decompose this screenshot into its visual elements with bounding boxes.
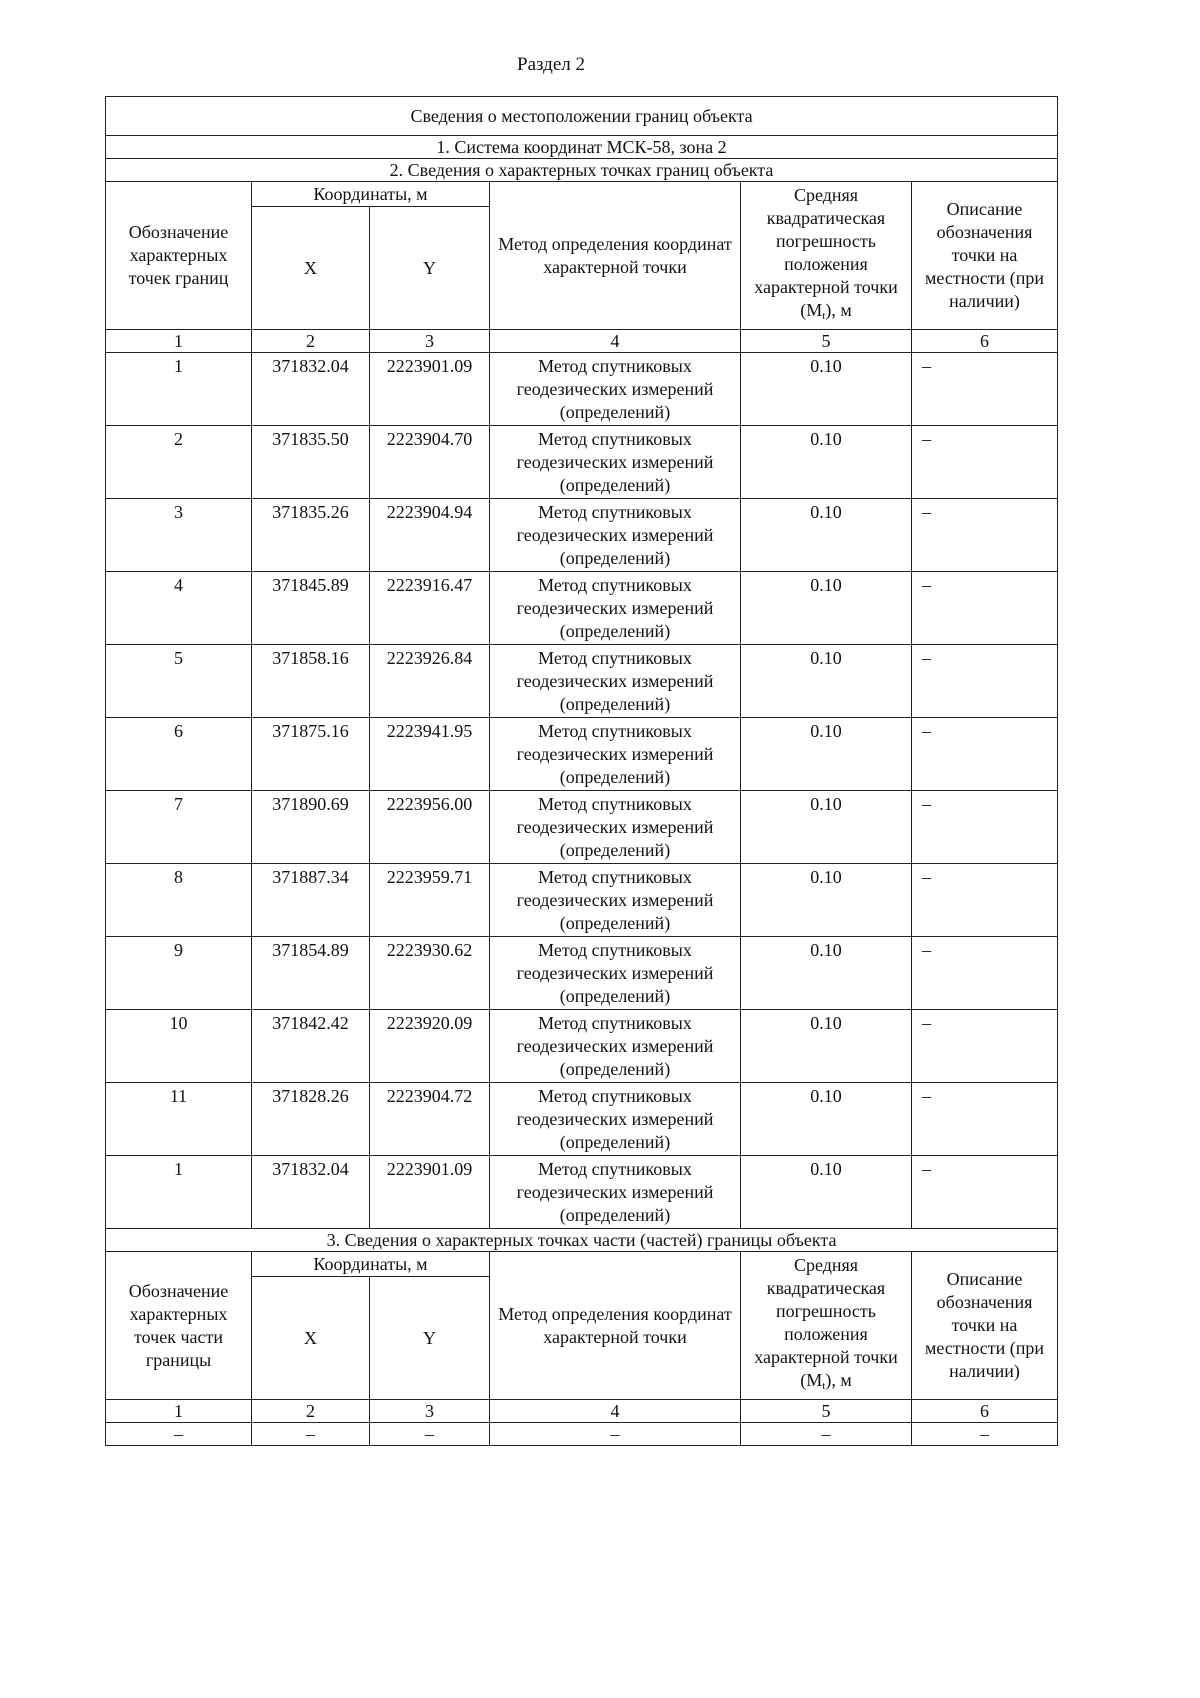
x-coordinate-cell: 371858.16 <box>252 645 370 718</box>
error-cell: – <box>741 1423 912 1446</box>
x-coordinate-cell: 371828.26 <box>252 1083 370 1156</box>
description-cell: – <box>912 1156 1058 1229</box>
y-coordinate-cell: 2223956.00 <box>370 791 490 864</box>
column-number: 1 <box>106 330 252 353</box>
header-error-text: Средняя квадратическая погрешность положения характерной точки (M <box>754 184 898 320</box>
section-3-title: 3. Сведения о характерных точках части (частей) границы объекта <box>106 1229 1058 1252</box>
y-coordinate-cell: 2223916.47 <box>370 572 490 645</box>
y-coordinate-cell: 2223904.70 <box>370 426 490 499</box>
method-cell: Метод спутниковых геодезических измерений (определений) <box>490 937 741 1010</box>
table-title: Сведения о местоположении границ объекта <box>106 97 1058 136</box>
y-coordinate-cell: 2223941.95 <box>370 718 490 791</box>
y-coordinate-cell: 2223920.09 <box>370 1010 490 1083</box>
x-coordinate-cell: – <box>252 1423 370 1446</box>
error-cell: 0.10 <box>741 645 912 718</box>
point-row <box>106 864 1058 937</box>
description-cell: – <box>912 937 1058 1010</box>
error-cell: 0.10 <box>741 937 912 1010</box>
column-number: 5 <box>741 1400 912 1423</box>
column-number: 3 <box>370 1400 490 1423</box>
header-x: X <box>252 207 370 330</box>
header-error-text: Средняя квадратическая погрешность положения характерной точки (M <box>754 1254 898 1390</box>
y-coordinate-cell: 2223901.09 <box>370 353 490 426</box>
y-coordinate-cell: 2223926.84 <box>370 645 490 718</box>
column-number: 4 <box>490 330 741 353</box>
boundary-table <box>105 96 1058 1446</box>
point-row <box>106 499 1058 572</box>
point-row <box>106 718 1058 791</box>
x-coordinate-cell: 371854.89 <box>252 937 370 1010</box>
description-cell: – <box>912 353 1058 426</box>
point-id-cell: 11 <box>106 1083 252 1156</box>
point-row <box>106 937 1058 1010</box>
y-coordinate-cell: 2223930.62 <box>370 937 490 1010</box>
description-cell: – <box>912 864 1058 937</box>
x-coordinate-cell: 371875.16 <box>252 718 370 791</box>
point-id-cell: 9 <box>106 937 252 1010</box>
error-cell: 0.10 <box>741 572 912 645</box>
x-coordinate-cell: 371845.89 <box>252 572 370 645</box>
error-cell: 0.10 <box>741 353 912 426</box>
y-coordinate-cell: 2223959.71 <box>370 864 490 937</box>
error-cell: 0.10 <box>741 791 912 864</box>
method-cell: Метод спутниковых геодезических измерений (определений) <box>490 1010 741 1083</box>
description-cell: – <box>912 1423 1058 1446</box>
error-cell: 0.10 <box>741 499 912 572</box>
point-id-cell: 8 <box>106 864 252 937</box>
method-cell: Метод спутниковых геодезических измерений (определений) <box>490 426 741 499</box>
header-coordinates: Координаты, м <box>252 1252 490 1277</box>
point-row <box>106 1010 1058 1083</box>
point-row <box>106 645 1058 718</box>
header-x: X <box>252 1277 370 1400</box>
point-row <box>106 1083 1058 1156</box>
header-coordinates: Координаты, м <box>252 182 490 207</box>
x-coordinate-cell: 371887.34 <box>252 864 370 937</box>
column-number-row <box>106 330 1058 353</box>
header-method: Метод определения координат характерной точки <box>490 182 741 330</box>
x-coordinate-cell: 371835.26 <box>252 499 370 572</box>
error-cell: 0.10 <box>741 1010 912 1083</box>
header-error-subscript: t <box>822 309 826 322</box>
column-number-row <box>106 1400 1058 1423</box>
point-id-cell: 1 <box>106 1156 252 1229</box>
column-number: 6 <box>912 330 1058 353</box>
method-cell: Метод спутниковых геодезических измерений (определений) <box>490 645 741 718</box>
section-title: Раздел 2 <box>517 54 585 75</box>
point-row <box>106 353 1058 426</box>
header-description: Описание обозначения точки на местности (при наличии) <box>912 1252 1058 1400</box>
description-cell: – <box>912 1083 1058 1156</box>
method-cell: Метод спутниковых геодезических измерений (определений) <box>490 353 741 426</box>
description-cell: – <box>912 499 1058 572</box>
method-cell: Метод спутниковых геодезических измерений (определений) <box>490 1083 741 1156</box>
y-coordinate-cell: – <box>370 1423 490 1446</box>
point-row <box>106 426 1058 499</box>
column-number: 2 <box>252 330 370 353</box>
description-cell: – <box>912 572 1058 645</box>
point-id-cell: 2 <box>106 426 252 499</box>
y-coordinate-cell: 2223901.09 <box>370 1156 490 1229</box>
point-id-cell: 7 <box>106 791 252 864</box>
description-cell: – <box>912 1010 1058 1083</box>
point-id-cell: 1 <box>106 353 252 426</box>
header-error-unit: ), м <box>825 1369 852 1390</box>
column-number: 5 <box>741 330 912 353</box>
point-id-cell: 4 <box>106 572 252 645</box>
error-cell: 0.10 <box>741 718 912 791</box>
description-cell: – <box>912 718 1058 791</box>
part-point-row <box>106 1423 1058 1446</box>
error-cell: 0.10 <box>741 1156 912 1229</box>
method-cell: – <box>490 1423 741 1446</box>
x-coordinate-cell: 371832.04 <box>252 1156 370 1229</box>
method-cell: Метод спутниковых геодезических измерений (определений) <box>490 864 741 937</box>
x-coordinate-cell: 371832.04 <box>252 353 370 426</box>
description-cell: – <box>912 791 1058 864</box>
method-cell: Метод спутниковых геодезических измерений (определений) <box>490 499 741 572</box>
column-number: 4 <box>490 1400 741 1423</box>
method-cell: Метод спутниковых геодезических измерений (определений) <box>490 1156 741 1229</box>
header-designation-part: Обозначение характерных точек части границы <box>106 1252 252 1400</box>
y-coordinate-cell: 2223904.94 <box>370 499 490 572</box>
description-cell: – <box>912 645 1058 718</box>
header-designation: Обозначение характерных точек границ <box>106 182 252 330</box>
error-cell: 0.10 <box>741 1083 912 1156</box>
method-cell: Метод спутниковых геодезических измерений (определений) <box>490 791 741 864</box>
header-error <box>741 1252 912 1400</box>
column-number: 2 <box>252 1400 370 1423</box>
point-id-cell: 5 <box>106 645 252 718</box>
header-error <box>741 182 912 330</box>
point-id-cell: 3 <box>106 499 252 572</box>
point-id-cell: 6 <box>106 718 252 791</box>
point-id-cell: – <box>106 1423 252 1446</box>
coordinate-system: 1. Система координат МСК-58, зона 2 <box>106 136 1058 159</box>
column-number: 1 <box>106 1400 252 1423</box>
error-cell: 0.10 <box>741 864 912 937</box>
column-number: 6 <box>912 1400 1058 1423</box>
x-coordinate-cell: 371835.50 <box>252 426 370 499</box>
header-description: Описание обозначения точки на местности (при наличии) <box>912 182 1058 330</box>
header-method: Метод определения координат характерной точки <box>490 1252 741 1400</box>
point-row <box>106 572 1058 645</box>
header-error-subscript: t <box>822 1379 826 1392</box>
method-cell: Метод спутниковых геодезических измерений (определений) <box>490 718 741 791</box>
point-row <box>106 791 1058 864</box>
y-coordinate-cell: 2223904.72 <box>370 1083 490 1156</box>
point-row <box>106 1156 1058 1229</box>
point-id-cell: 10 <box>106 1010 252 1083</box>
description-cell: – <box>912 426 1058 499</box>
method-cell: Метод спутниковых геодезических измерений (определений) <box>490 572 741 645</box>
x-coordinate-cell: 371842.42 <box>252 1010 370 1083</box>
x-coordinate-cell: 371890.69 <box>252 791 370 864</box>
column-number: 3 <box>370 330 490 353</box>
section-2-title: 2. Сведения о характерных точках границ объекта <box>106 159 1058 182</box>
error-cell: 0.10 <box>741 426 912 499</box>
header-y: Y <box>370 1277 490 1400</box>
header-error-unit: ), м <box>825 299 852 320</box>
header-y: Y <box>370 207 490 330</box>
